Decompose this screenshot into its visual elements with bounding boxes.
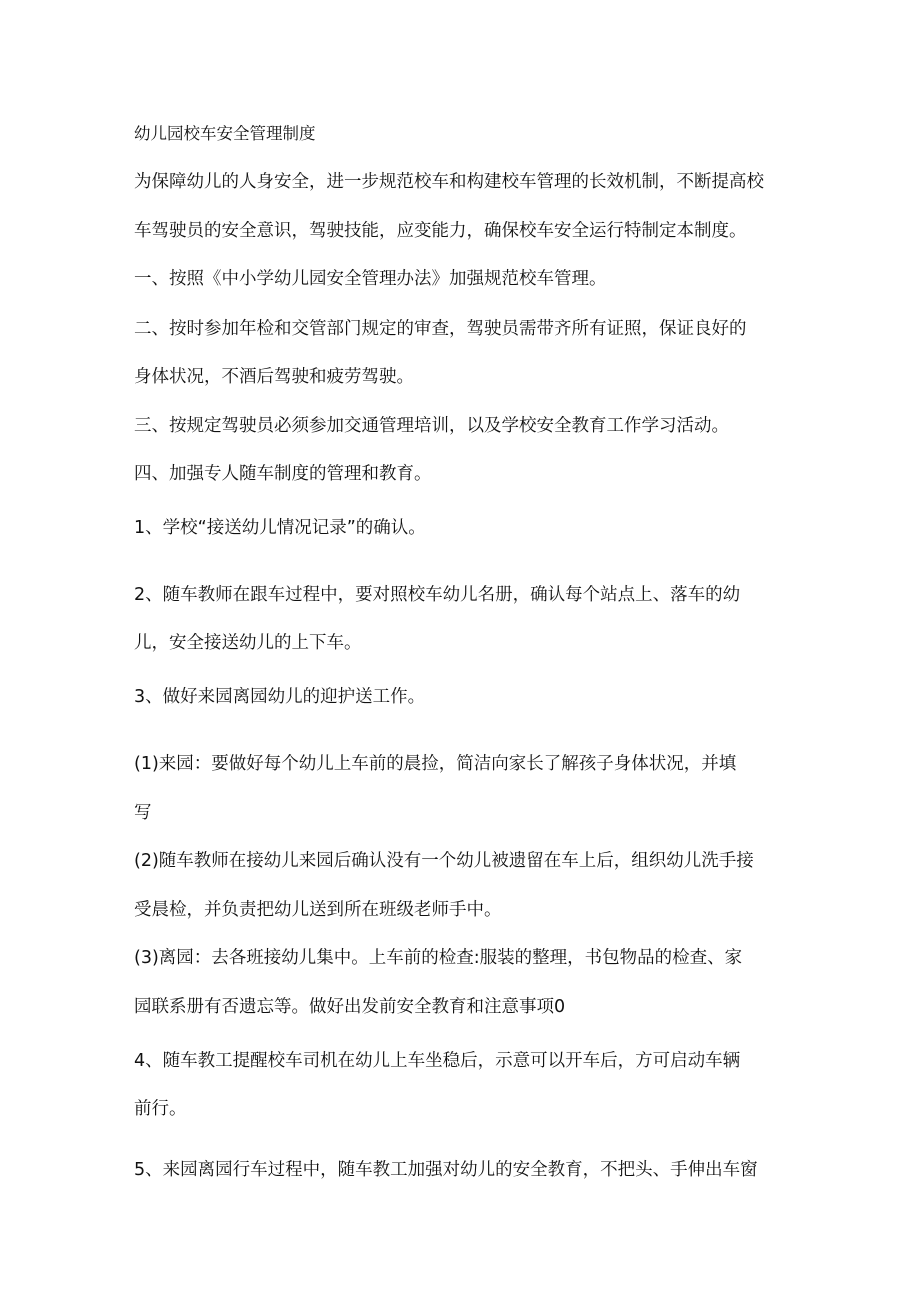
- text-line: 四、加强专人随车制度的管理和教育。: [134, 464, 432, 484]
- text-line: 5、来园离园行车过程中，随车教工加强对幼儿的安全教育，不把头、手伸出车窗: [134, 1160, 758, 1180]
- text-line: (2)随车教师在接幼儿来园后确认没有一个幼儿被遗留在车上后，组织幼儿洗手接: [134, 851, 754, 871]
- text-line: 儿，安全接送幼儿的上下车。: [134, 633, 362, 653]
- text-line: 车驾驶员的安全意识，驾驶技能，应变能力，确保校车安全运行特制定本制度。: [134, 221, 747, 241]
- text-line: 4、随车教工提醒校车司机在幼儿上车坐稳后，示意可以开车后，方可启动车辆: [134, 1051, 741, 1071]
- text-line: 身体状况，不酒后驾驶和疲劳驾驶。: [134, 367, 414, 387]
- text-line: (1)来园：要做好每个幼儿上车前的晨捡，简洁向家长了解孩子身体状况，并填: [134, 754, 737, 774]
- text-line: 一、按照《中小学幼儿园安全管理办法》加强规范校车管理。: [134, 269, 607, 289]
- text-line: 3、做好来园离园幼儿的迎护送工作。: [134, 687, 426, 707]
- text-line: 1、学校“接送幼儿情况记录”的确认。: [134, 518, 426, 538]
- text-line: 二、按时参加年检和交管部门规定的审查，驾驶员需带齐所有证照，保证良好的: [134, 319, 747, 339]
- text-line: 写: [134, 803, 152, 823]
- text-line: 2、随车教师在跟车过程中，要对照校车幼儿名册，确认每个站点上、落车的幼: [134, 585, 741, 605]
- document-title: 幼儿园校车安全管理制度: [134, 124, 316, 143]
- text-line: 受晨检，并负责把幼儿送到所在班级老师手中。: [134, 900, 502, 920]
- text-line: 园联系册有否遗忘等。做好出发前安全教育和注意事项0: [134, 997, 566, 1017]
- text-line: 三、按规定驾驶员必须参加交通管理培训，以及学校安全教育工作学习活动。: [134, 416, 729, 436]
- text-line: 前行。: [134, 1099, 187, 1119]
- text-line: (3)离园：去各班接幼儿集中。上车前的检查:服装的整理，书包物品的检查、家: [134, 948, 743, 968]
- text-line: 为保障幼儿的人身安全，进一步规范校车和构建校车管理的长效机制，不断提高校: [134, 172, 764, 192]
